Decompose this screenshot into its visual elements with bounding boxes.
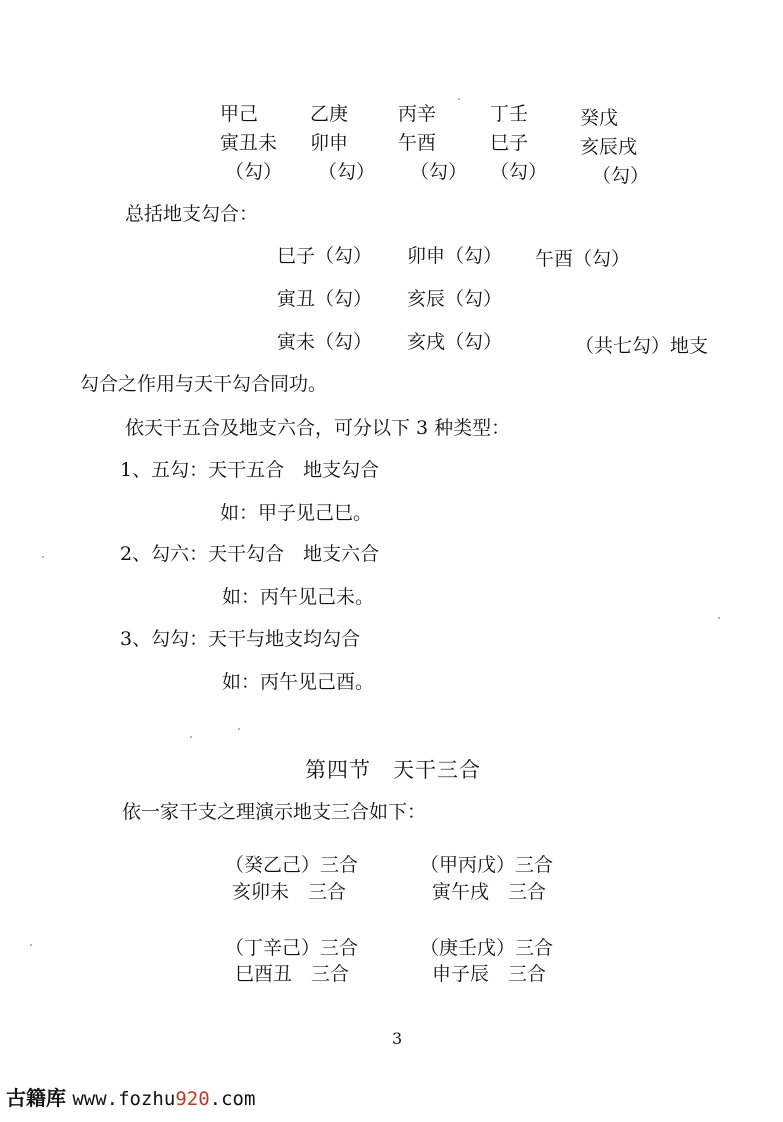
summary-continuation: 勾合之作用与天干勾合同功。 bbox=[80, 373, 328, 395]
watermark-url-prefix: www.fozhu bbox=[72, 1088, 176, 1110]
types-intro: 依天干五合及地支六合，可分以下 3 种类型： bbox=[125, 417, 511, 439]
triad-2-right-top: （庚壬戊）三合 bbox=[420, 937, 554, 959]
summary-row1-item2: 卯申（勾） bbox=[407, 245, 503, 267]
summary-row2-item1: 寅丑（勾） bbox=[277, 288, 373, 310]
type-3-label: 3、勾勾：天干与地支均勾合 bbox=[120, 628, 361, 650]
type-1-example: 如：甲子见己巳。 bbox=[220, 502, 373, 524]
grid-branches-3: 午酉 bbox=[398, 132, 437, 154]
watermark-url-accent: 920 bbox=[175, 1088, 210, 1110]
triad-2-right-bottom: 申子辰 三合 bbox=[432, 963, 547, 985]
grid-mark-1: （勾） bbox=[225, 161, 283, 183]
grid-mark-4: （勾） bbox=[490, 161, 548, 183]
grid-mark-5: （勾） bbox=[592, 165, 650, 187]
grid-stems-3: 丙辛 bbox=[398, 103, 437, 125]
grid-branches-4: 巳子 bbox=[490, 132, 529, 154]
type-2-label: 2、勾六：天干勾合 地支六合 bbox=[120, 543, 380, 565]
triad-1-right-top: （甲丙戊）三合 bbox=[420, 854, 554, 876]
grid-branches-5: 亥辰戌 bbox=[580, 136, 638, 158]
triad-1-left-top: （癸乙己）三合 bbox=[225, 854, 359, 876]
summary-heading: 总括地支勾合： bbox=[125, 203, 259, 225]
summary-row3-item1: 寅未（勾） bbox=[277, 331, 373, 353]
triad-1-left-bottom: 亥卯未 三合 bbox=[232, 881, 347, 903]
site-watermark bbox=[6, 1086, 255, 1111]
page-number: 3 bbox=[392, 1029, 403, 1048]
triad-2-left-top: （丁辛己）三合 bbox=[225, 937, 359, 959]
summary-row1-item1: 巳子（勾） bbox=[277, 245, 373, 267]
type-2-example: 如：丙午见己未。 bbox=[222, 586, 375, 608]
type-1-label: 1、五勾：天干五合 地支勾合 bbox=[120, 459, 380, 481]
scan-speck bbox=[458, 98, 460, 100]
grid-mark-3: （勾） bbox=[410, 161, 468, 183]
grid-branches-1: 寅丑未 bbox=[220, 132, 278, 154]
summary-row3-item2: 亥戌（勾） bbox=[407, 331, 503, 353]
summary-row1-item3: 午酉（勾） bbox=[535, 248, 631, 270]
section-intro: 依一家干支之理演示地支三合如下： bbox=[122, 801, 427, 823]
grid-stems-2: 乙庚 bbox=[310, 103, 349, 125]
grid-stems-1: 甲己 bbox=[220, 103, 259, 125]
watermark-url bbox=[72, 1088, 255, 1110]
grid-stems-4: 丁壬 bbox=[490, 103, 529, 125]
watermark-brand: 古籍库 bbox=[6, 1086, 66, 1110]
type-3-example: 如：丙午见己酉。 bbox=[222, 671, 375, 693]
triad-2-left-bottom: 巳酉丑 三合 bbox=[235, 963, 350, 985]
watermark-url-suffix: .com bbox=[209, 1088, 256, 1110]
scan-speck bbox=[30, 944, 32, 946]
grid-stems-5: 癸戊 bbox=[580, 107, 619, 129]
scan-speck bbox=[190, 736, 192, 738]
scan-speck bbox=[238, 728, 240, 730]
summary-row2-item2: 亥辰（勾） bbox=[407, 288, 503, 310]
scan-speck bbox=[718, 617, 720, 619]
scan-speck bbox=[42, 556, 44, 558]
section-title: 第四节 天干三合 bbox=[305, 758, 481, 782]
triad-1-right-bottom: 寅午戌 三合 bbox=[432, 881, 547, 903]
grid-branches-2: 卯申 bbox=[310, 132, 349, 154]
summary-row3-item3: （共七勾）地支 bbox=[575, 335, 709, 357]
grid-mark-2: （勾） bbox=[318, 161, 376, 183]
